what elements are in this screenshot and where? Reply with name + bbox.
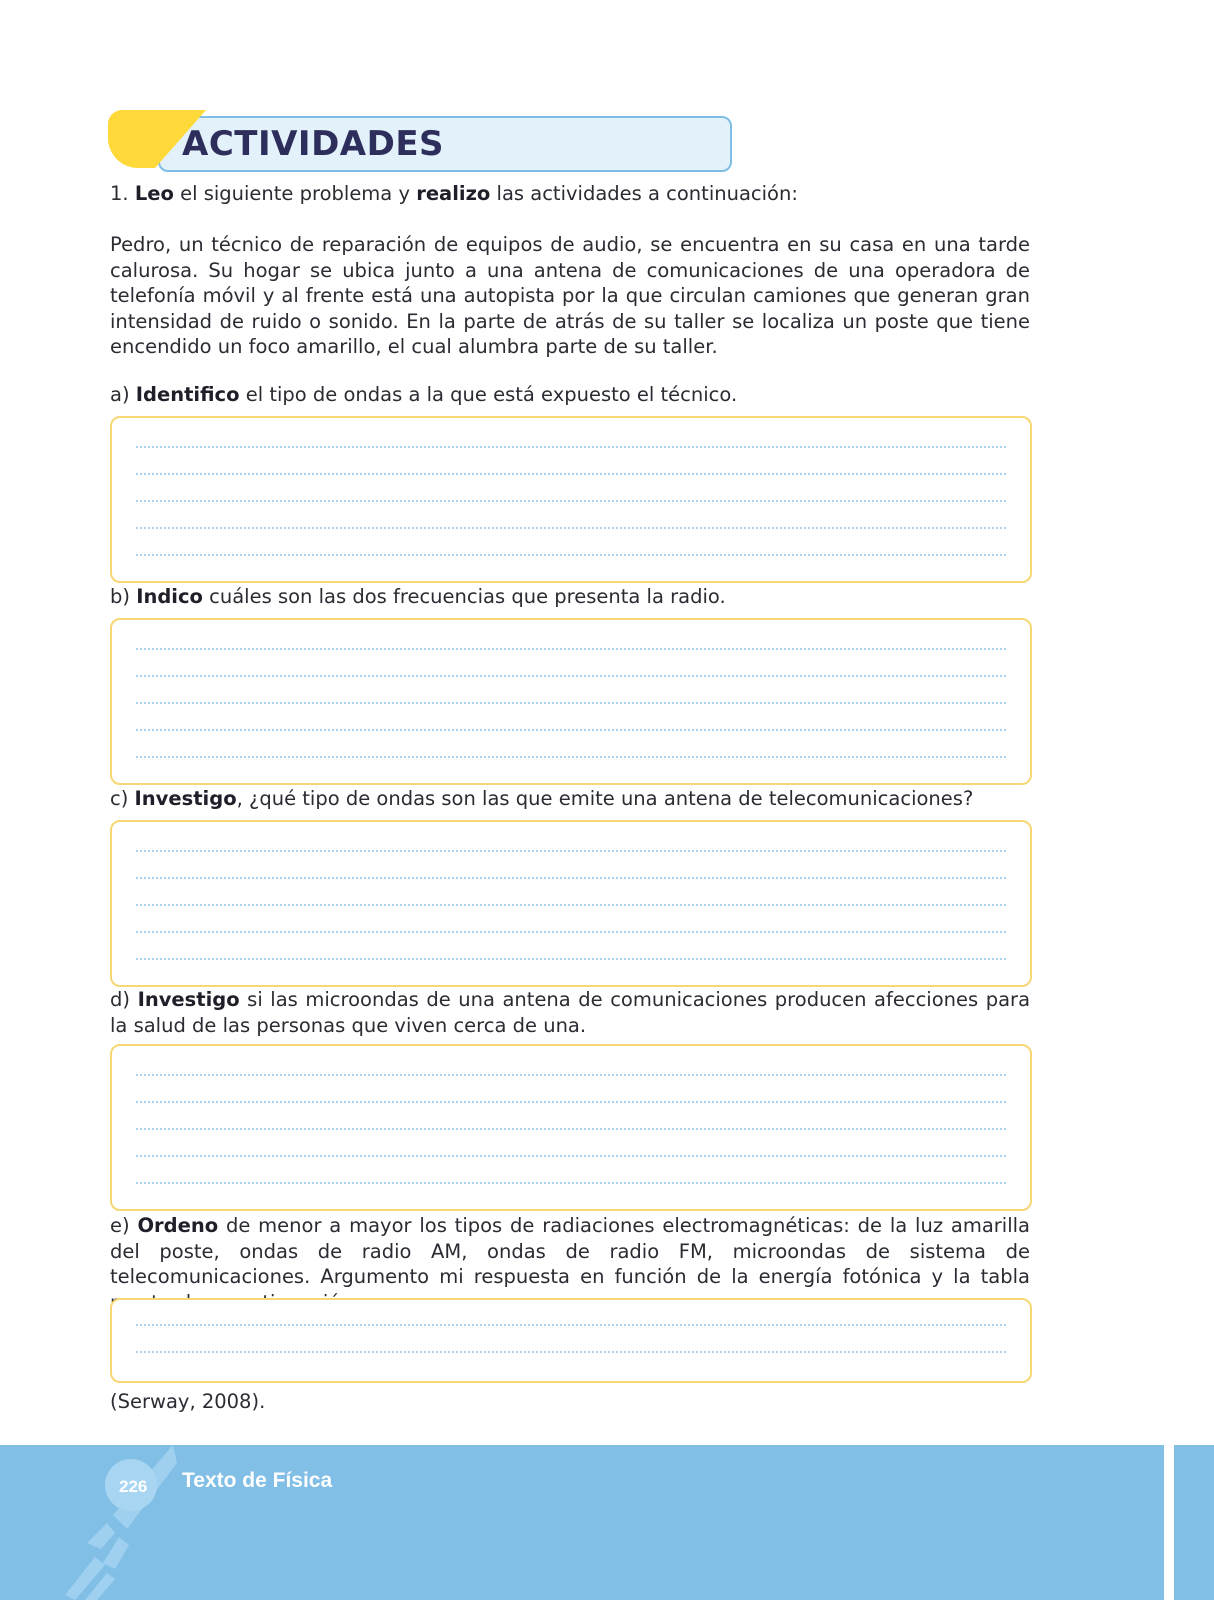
question-d-text: si las microondas de una antena de comunicaciones producen afecciones para la salud de las personas que viven cerca de una. [110, 988, 1031, 1037]
section-title: ACTIVIDADES [182, 124, 445, 164]
rocket-icon [55, 1445, 195, 1600]
citation: (Serway, 2008). [110, 1390, 266, 1413]
answer-box-e[interactable] [110, 1298, 1032, 1383]
question-c [110, 786, 1030, 812]
question-a-verb: Identifico [135, 383, 240, 406]
question-d-label: d) [110, 988, 130, 1011]
activity-instruction [110, 181, 1030, 207]
instruction-text-2: las actividades a continuación: [496, 182, 798, 205]
question-b [110, 584, 1030, 610]
question-d [110, 987, 1030, 1038]
section-banner [108, 110, 738, 172]
question-a-label: a) [110, 383, 130, 406]
question-a [110, 382, 1030, 408]
question-c-verb: Investigo [134, 787, 237, 810]
instruction-text-1: el siguiente problema y [180, 182, 410, 205]
question-c-label: c) [110, 787, 129, 810]
footer-divider [1164, 1445, 1174, 1600]
answer-box-d[interactable] [110, 1044, 1032, 1211]
book-title: Texto de Física [182, 1469, 333, 1492]
question-b-text: cuáles son las dos frecuencias que presenta la radio. [209, 585, 726, 608]
question-e-label: e) [110, 1214, 130, 1237]
question-b-verb: Indico [136, 585, 203, 608]
footer-edge-strip [1176, 1445, 1214, 1600]
verb-realizo: realizo [416, 182, 491, 205]
question-d-verb: Investigo [137, 988, 240, 1011]
answer-box-c[interactable] [110, 820, 1032, 987]
page-number: 226 [119, 1477, 148, 1496]
question-b-label: b) [110, 585, 130, 608]
verb-leo: Leo [134, 182, 174, 205]
activity-number: 1. [110, 182, 129, 205]
page-footer [0, 1445, 1214, 1600]
answer-box-a[interactable] [110, 416, 1032, 583]
question-e-text: de menor a mayor los tipos de radiaciones electromagnéticas: de la luz amarilla del poste, ondas de radio AM, ondas de radio FM, microondas de sistema de telecomunicaciones. Argumento mi respuesta en función de la energía fotónica y la tabla [110, 1214, 1031, 1288]
question-a-text: el tipo de ondas a la que está expuesto el técnico. [245, 383, 738, 406]
question-c-text: , ¿qué tipo de ondas son las que emite una antena de telecomunicaciones? [236, 787, 974, 810]
answer-box-b[interactable] [110, 618, 1032, 785]
problem-paragraph: Pedro, un técnico de reparación de equipos de audio, se encuentra en su casa en una tarde calurosa. Su hogar se ubica junto a una antena de comunicaciones de una operadora de telefonía móvil y al frente está una autopista por la que circulan camiones que generan gran intensidad de ruido o sonido. En la parte de atrás de su taller se localiza un poste que tiene encendido un foco amarillo, el cual alumbra parte de su taller. [110, 233, 1030, 358]
question-e-verb: Ordeno [137, 1214, 219, 1237]
